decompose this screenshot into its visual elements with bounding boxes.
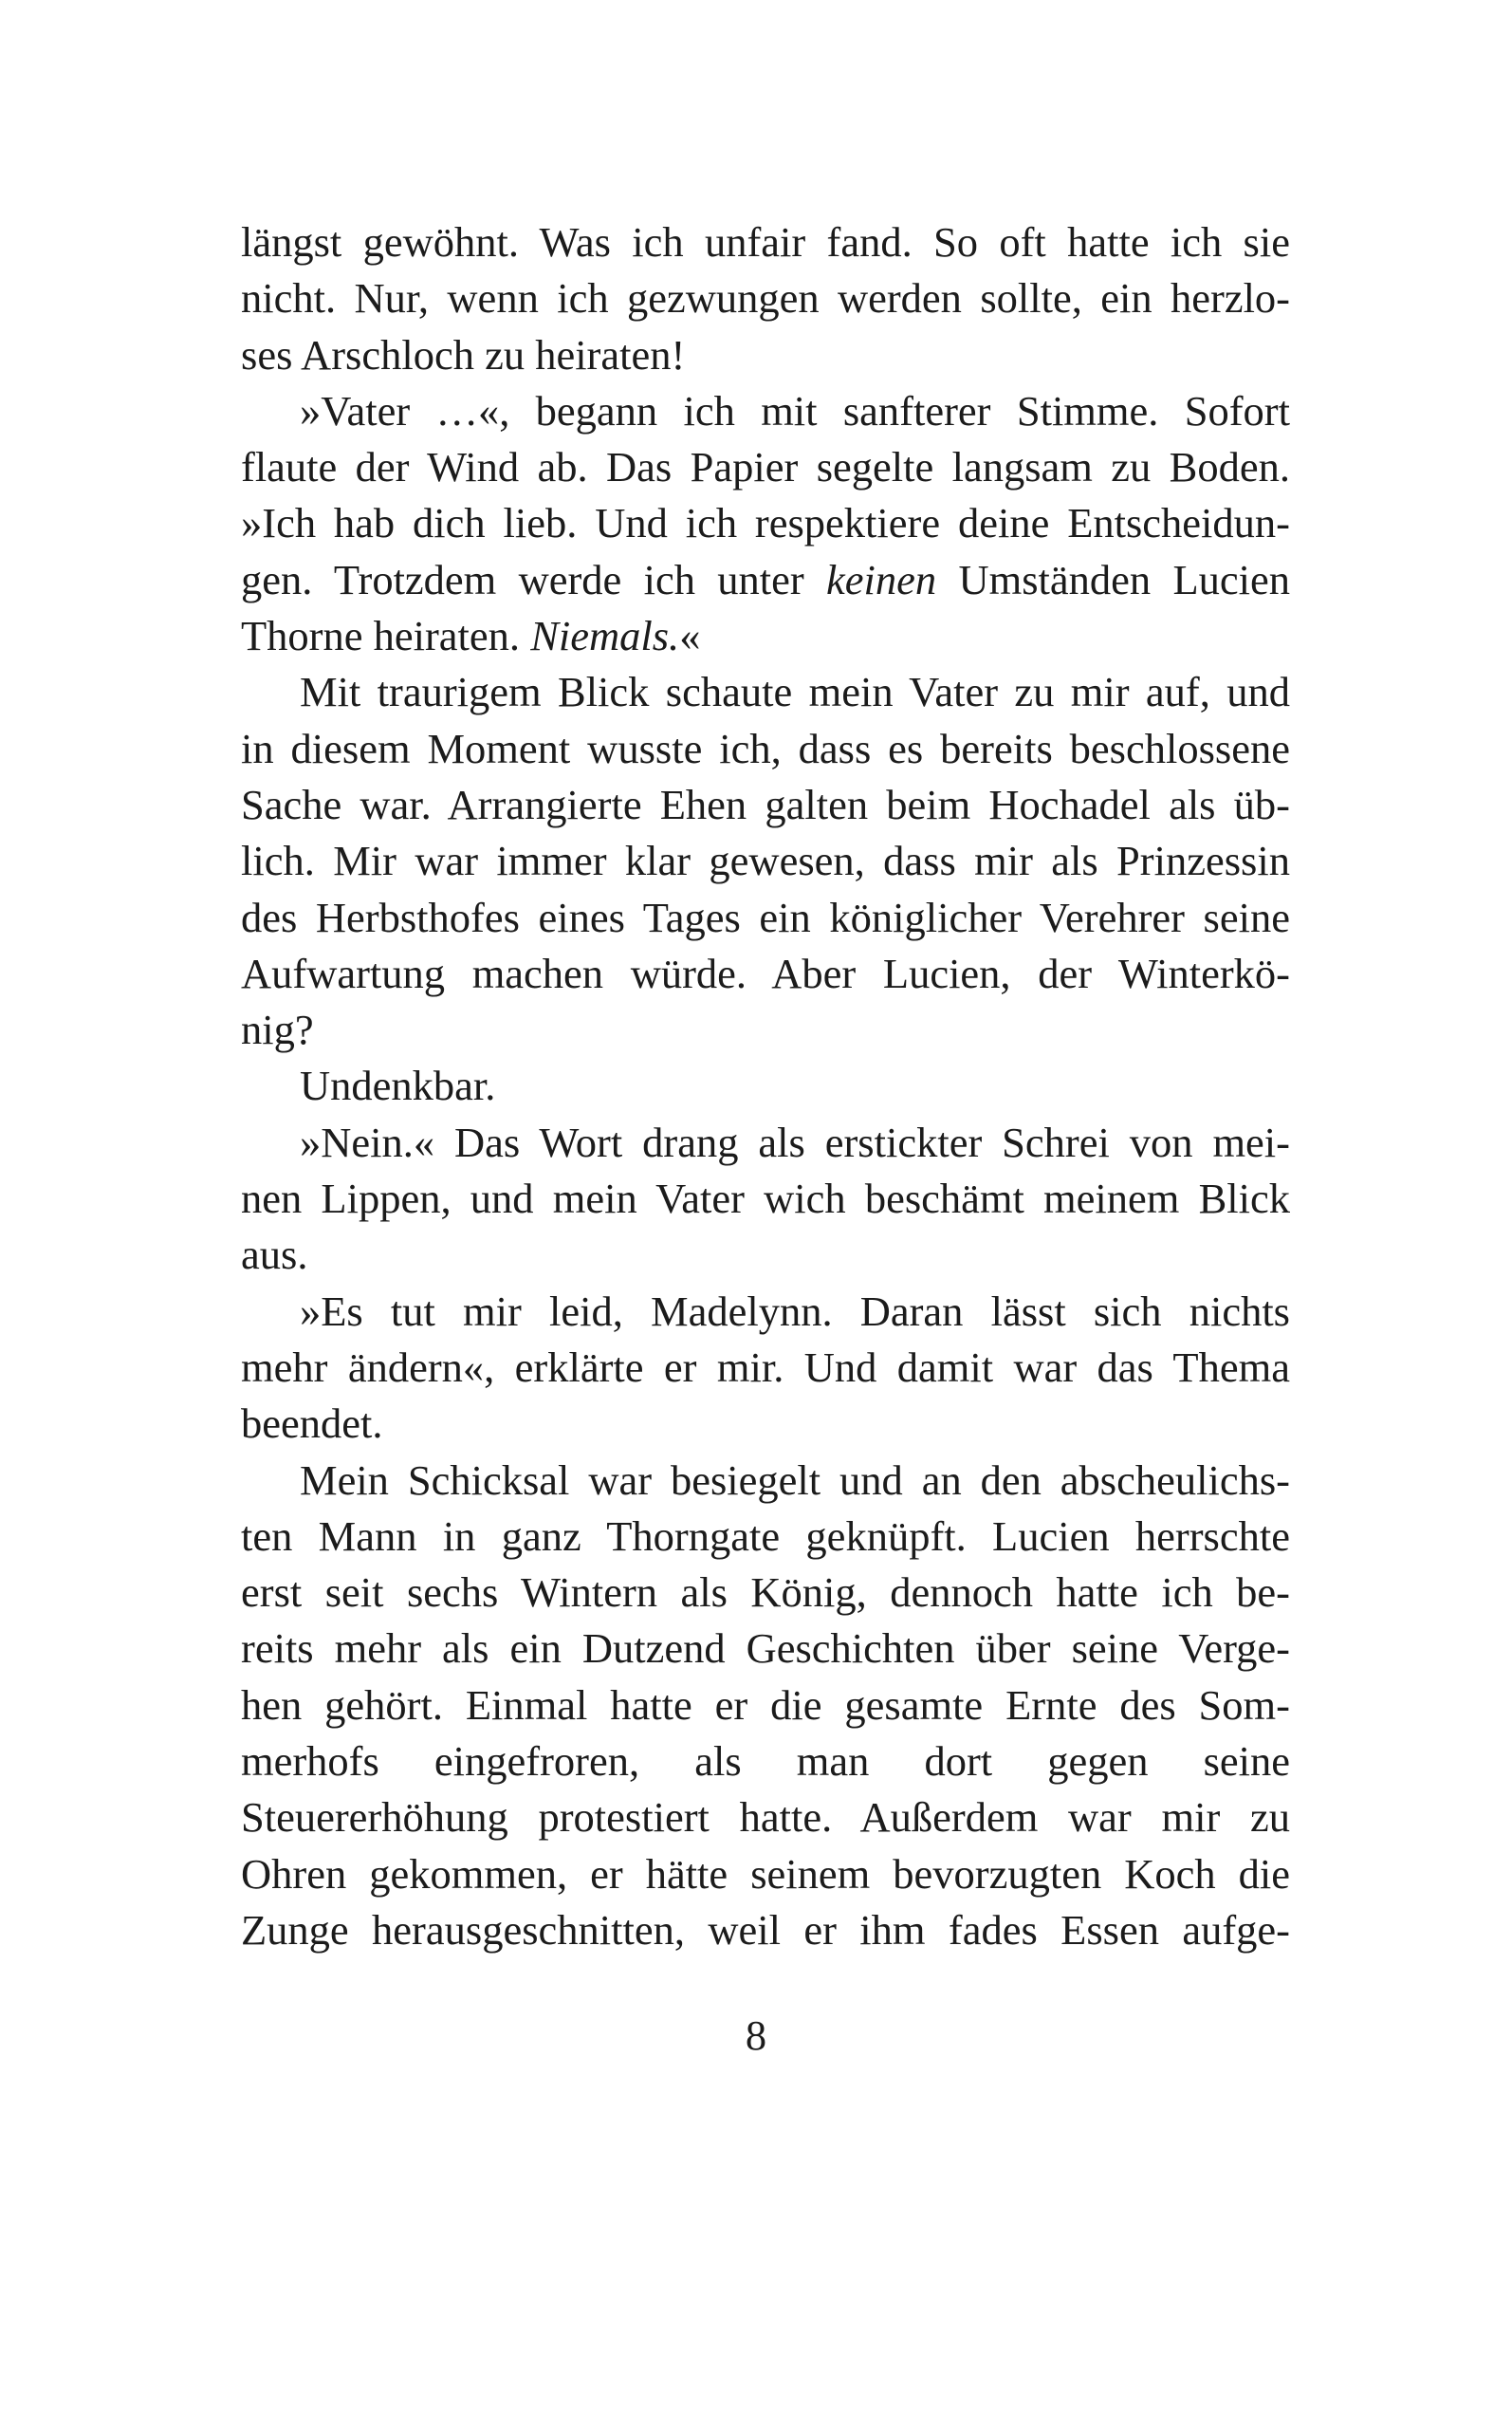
text-line (241, 608, 1290, 664)
emphasis-text: Niemals. (530, 612, 680, 660)
text-line: nen Lippen, und mein Vater wich beschämt meinem Blick (241, 1175, 1290, 1223)
text-line: erst seit sechs Wintern als König, dennoch hatte ich be- (241, 1568, 1290, 1617)
text-line: »Ich hab dich lieb. Und ich respektiere deine Entscheidun- (241, 499, 1290, 547)
text-line: ses Arschloch zu heiraten! (241, 330, 686, 379)
text-line: merhofs eingefroren, als man dort gegen seine (241, 1737, 1290, 1786)
paragraph-first-line: Undenkbar. (300, 1062, 496, 1110)
text-line: nig? (241, 1006, 314, 1054)
text-line (241, 552, 1290, 608)
text-segment: Umständen Lucien (936, 555, 1290, 603)
paragraph-first-line: Mit traurigem Blick schaute mein Vater zu mir auf, und (300, 668, 1290, 716)
text-line: längst gewöhnt. Was ich unfair fand. So oft hatte ich sie (241, 218, 1290, 266)
text-line: reits mehr als ein Dutzend Geschichten über seine Verge- (241, 1624, 1290, 1673)
text-line: flaute der Wind ab. Das Papier segelte langsam zu Boden. (241, 443, 1290, 491)
text-line: hen gehört. Einmal hatte er die gesamte Ernte des Som- (241, 1680, 1290, 1729)
emphasis-text: keinen (826, 555, 937, 603)
text-segment: Thorne heiraten. (241, 612, 531, 660)
paragraph-first-line: »Vater …«, begann ich mit sanfterer Stimme. Sofort (300, 386, 1290, 435)
page-number: 8 (745, 2011, 767, 2059)
text-line: ten Mann in ganz Thorngate geknüpft. Lucien herrschte (241, 1511, 1290, 1560)
text-line: des Herbsthofes eines Tages ein königlicher Verehrer seine (241, 893, 1290, 941)
text-line: beendet. (241, 1399, 383, 1448)
text-line: mehr ändern«, erklärte er mir. Und damit war das Thema (241, 1343, 1290, 1391)
body-text (241, 214, 1290, 1958)
text-line: Zunge herausgeschnitten, weil er ihm fades Essen aufge- (241, 1905, 1290, 1954)
paragraph-first-line: »Nein.« Das Wort drang als erstickter Schrei von mei- (300, 1118, 1290, 1166)
text-line: Aufwartung machen würde. Aber Lucien, der Winterkö- (241, 949, 1290, 997)
text-line: Ohren gekommen, er hätte seinem bevorzugten Koch die (241, 1849, 1290, 1898)
text-line: lich. Mir war immer klar gewesen, dass mir als Prinzessin (241, 837, 1290, 885)
text-segment: gen. Trotzdem werde ich unter (241, 555, 827, 603)
paragraph-first-line: Mein Schicksal war besiegelt und an den abscheulichs- (300, 1455, 1290, 1504)
text-line: nicht. Nur, wenn ich gezwungen werden sollte, ein herzlo- (241, 274, 1290, 323)
text-segment: « (679, 612, 701, 660)
paragraph-first-line: »Es tut mir leid, Madelynn. Daran lässt sich nichts (300, 1287, 1290, 1335)
text-line: in diesem Moment wusste ich, dass es bereits beschlossene (241, 724, 1290, 772)
text-line: aus. (241, 1231, 308, 1279)
text-line: Sache war. Arrangierte Ehen galten beim Hochadel als üb- (241, 780, 1290, 828)
text-line: Steuererhöhung protestiert hatte. Außerdem war mir zu (241, 1793, 1290, 1842)
